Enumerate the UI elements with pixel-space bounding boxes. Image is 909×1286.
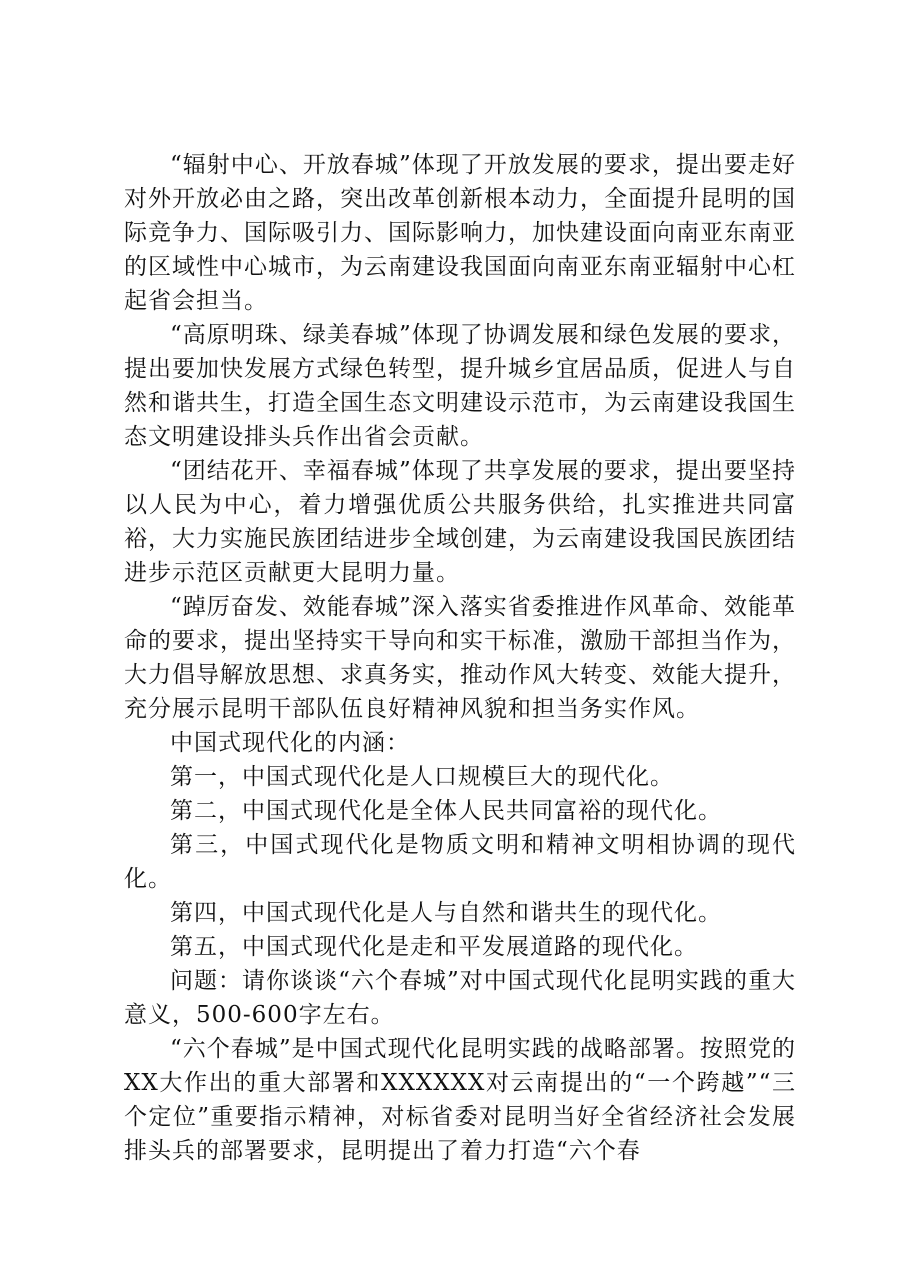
paragraph-efficiency: “踔厉奋发、效能春城”深入落实省委推进作风革命、效能革命的要求，提出坚持实干导向和实干标准，激励干部担当作为，大力倡导解放思想、求真务实，推动作风大转变、效能大提升，充分展示昆明干部队伍良好精神风貌和担当务实作风。 [124,594,796,722]
paragraph-question: 问题：请你谈谈“六个春城”对中国式现代化昆明实践的重大意义，500-600字左右。 [124,968,796,1028]
paragraph-point-5: 第五，中国式现代化是走和平发展道路的现代化。 [170,934,698,960]
paragraph-point-1: 第一，中国式现代化是人口规模巨大的现代化。 [170,764,674,790]
paragraph-connotation-heading: 中国式现代化的内涵： [170,730,410,756]
paragraph-point-2: 第二，中国式现代化是全体人民共同富裕的现代化。 [170,798,722,824]
paragraph-unity-flowers: “团结花开、幸福春城”体现了共享发展的要求，提出要坚持以人民为中心，着力增强优质公共服务供给，扎实推进共同富裕，大力实施民族团结进步全域创建，为云南建设我国民族团结进步示范区贡献更大昆明力量。 [124,458,796,586]
document-body [124,148,796,1168]
paragraph-point-4: 第四，中国式现代化是人与自然和谐共生的现代化。 [170,900,722,926]
paragraph-radiation-center: “辐射中心、开放春城”体现了开放发展的要求，提出要走好对外开放必由之路，突出改革创新根本动力，全面提升昆明的国际竞争力、国际吸引力、国际影响力，加快建设面向南亚东南亚的区域性中心城市，为云南建设我国面向南亚东南亚辐射中心杠起省会担当。 [124,152,796,314]
paragraph-point-3: 第三，中国式现代化是物质文明和精神文明相协调的现代化。 [124,832,796,892]
paragraph-plateau-pearl: “高原明珠、绿美春城”体现了协调发展和绿色发展的要求，提出要加快发展方式绿色转型，提升城乡宜居品质，促进人与自然和谐共生，打造全国生态文明建设示范市，为云南建设我国生态文明建设排头兵作出省会贡献。 [124,322,796,450]
paragraph-answer-start: “六个春城”是中国式现代化昆明实践的战略部署。按照党的XX大作出的重大部署和XXXXXX对云南提出的“一个跨越”“三个定位”重要指示精神，对标省委对昆明当好全省经济社会发展排头兵的部署要求，昆明提出了着力打造“六个春 [124,1036,796,1164]
